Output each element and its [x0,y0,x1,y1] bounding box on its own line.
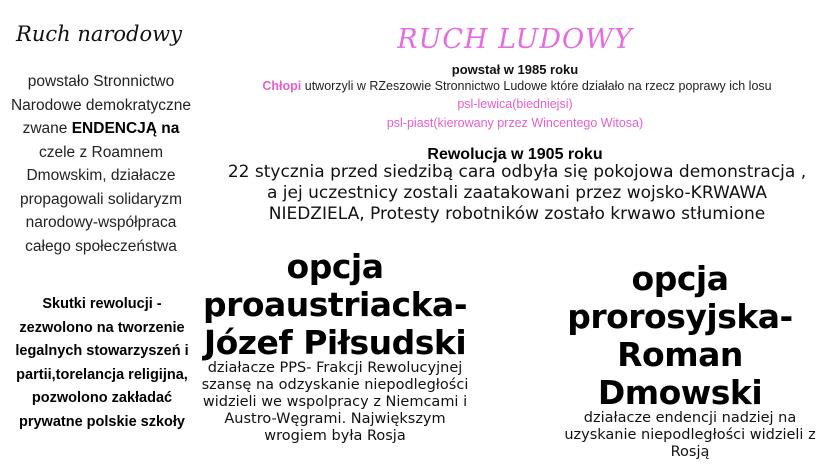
psl-lewica: psl-lewica(biedniejsi) [457,97,573,111]
option-prorussian-description: działacze endencji nadziej na uzyskanie niepodległości widzieli z Rosją [564,410,816,460]
revolution-heading: Rewolucja w 1905 roku [427,146,603,163]
revolution-effects: Skutki rewolucji - zezwolono na tworzenie legalnych stowarzyszeń i partii,torelancja religijna, pozwolono zakładać prywatne polskie szkoły [15,296,189,430]
left-paragraph [8,70,194,258]
option-proaustrian-description: działacze PPS- Frakcji Rewolucyjnej szansę na odzyskanie niepodległości widzieli we wspolpracy z Niemcami i Austro-Węgrami. Największym wrogiem była Rosja [201,360,469,444]
chlopi-sentence [222,79,812,93]
founded-year: powstał w 1985 roku [451,62,579,77]
chlopi-rest: utworzyli w RZeszowie Stronnictwo Ludowe które działało na rzecz poprawy ich losu [301,79,772,93]
left-heading-ruch-narodowy: Ruch narodowy [16,22,182,46]
left-body-post: czele z Roamnem Dmowskim, działacze propagowali solidaryzm narodowy-współpraca całego społeczeństwa [20,143,182,255]
right-heading-ruch-ludowy: RUCH LUDOWY [397,24,633,55]
left-body-bold: ENDENCJĄ na [71,120,180,137]
left-body-pre: powstało Stronnictwo Narodowe demokratyczne zwane [10,73,192,137]
option-prorussian-heading: opcja prorosyjska-Roman Dmowski [567,259,793,412]
revolution-paragraph: 22 stycznia przed siedzibą cara odbyła się pokojowa demonstracja , a jej uczestnicy zostali zaatakowani przez wojsko-KRWAWA NIEDZIELA, Protesty robotników zostało krwawo stłumione [227,162,807,224]
psl-piast: psl-piast(kierowany przez Wincentego Witosa) [386,116,644,130]
option-proaustrian-heading: opcja proaustriacka-Józef Piłsudski [202,247,468,362]
chlopi-word: Chłopi [262,79,302,93]
